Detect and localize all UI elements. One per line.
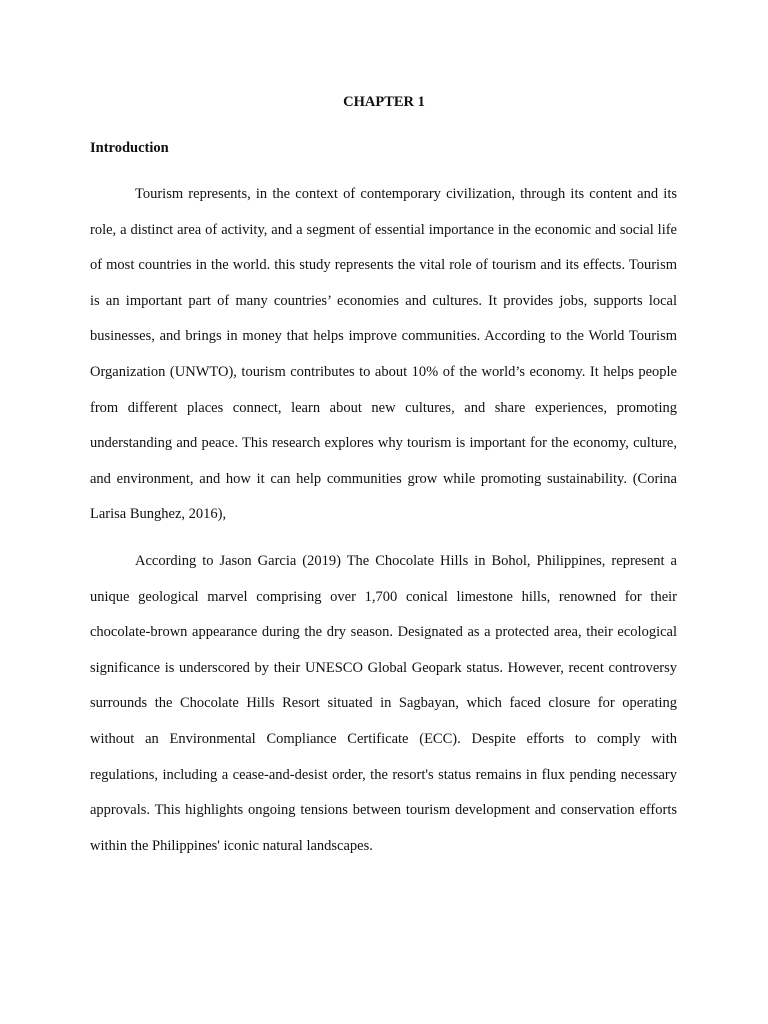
- paragraph-2: According to Jason Garcia (2019) The Chocolate Hills in Bohol, Philippines, represent a unique geological marvel comprising over 1,700 conical limestone hills, renowned for their chocolate-brown appearance during the dry season. Designated as a protected area, their ecological significance is underscored by their UNESCO Global Geopark status. However, recent controversy surrounds the Chocolate Hills Resort situated in Sagbayan, which faced closure for operating without an Environmental Compliance Certificate (ECC). Despite efforts to comply with regulations, including a cease-and-desist order, the resort's status remains in flux pending necessary approvals. This highlights ongoing tensions between tourism development and conservation efforts within the Philippines' iconic natural landscapes.: [90, 553, 677, 854]
- chapter-title: CHAPTER 1: [343, 94, 425, 110]
- paragraph-1: Tourism represents, in the context of contemporary civilization, through its content and its role, a distinct area of activity, and a segment of essential importance in the economic and social life of most countries in the world. this study represents the vital role of tourism and its effects. Tourism is an important part of many countries’ economies and cultures. It provides jobs, supports local businesses, and brings in money that helps improve communities. According to the World Tourism Organization (UNWTO), tourism contributes to about 10% of the world’s economy. It helps people from different places connect, learn about new cultures, and share experiences, promoting understanding and peace. This research explores why tourism is important for the economy, culture, and environment, and how it can help communities grow while promoting sustainability. (Corina Larisa Bunghez, 2016),: [90, 186, 677, 523]
- section-heading: Introduction: [90, 140, 169, 156]
